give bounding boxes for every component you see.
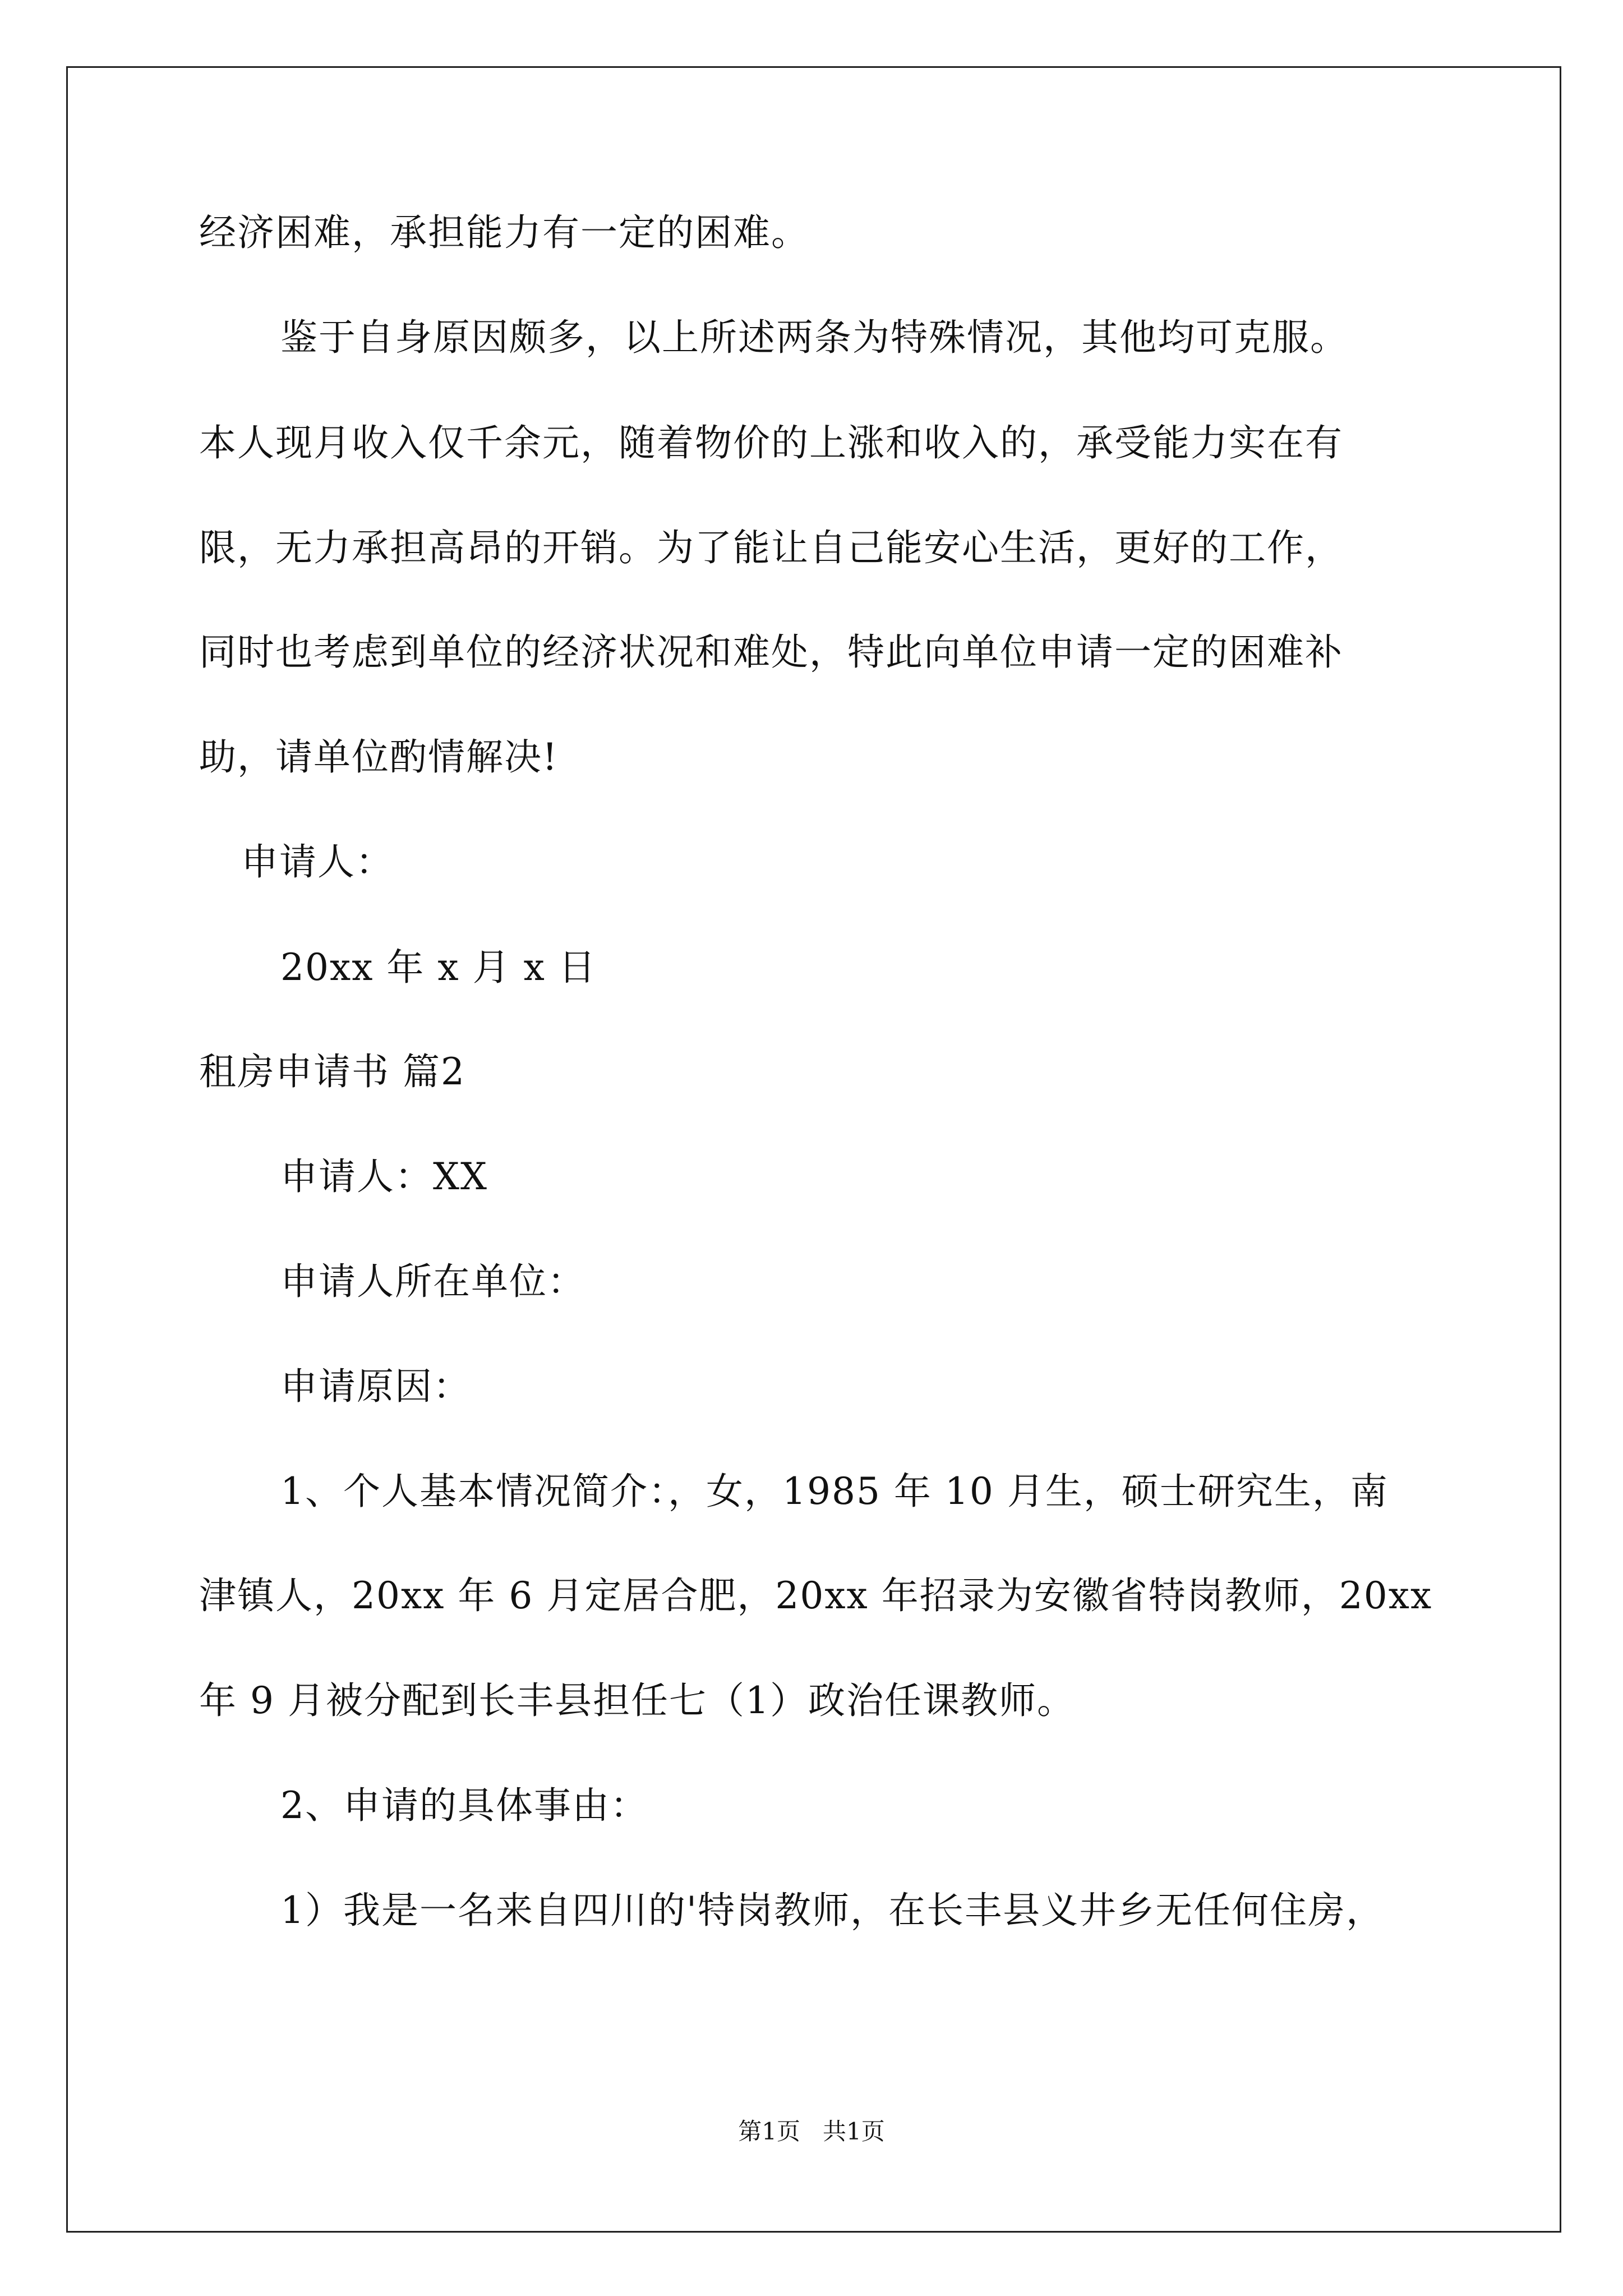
body-line-2: 鉴于自身原因颇多，以上所述两条为特殊情况，其他均可克服。 [280,316,1348,359]
body-line-16: 2、申请的具体事由： [280,1784,648,1827]
applicant-unit-line: 申请人所在单位： [280,1260,585,1303]
body-line-5: 同时也考虑到单位的经济状况和难处，特此向单位申请一定的困难补 [199,631,1343,674]
body-line-6: 助，请单位酌情解决! [199,735,559,779]
body-line-17: 1）我是一名来自四川的'特岗教师，在长丰县义井乡无任何住房， [280,1889,1385,1932]
section-heading: 租房申请书 篇2 [199,1050,465,1093]
applicant-name-line: 申请人：XX [280,1155,488,1198]
page-footer: 第1页 共1页 [738,2118,885,2145]
date-line: 20xx 年 x 月 x 日 [280,946,597,989]
body-line-4: 限，无力承担高昂的开销。为了能让自己能安心生活，更好的工作， [199,526,1343,569]
body-line-1: 经济困难，承担能力有一定的困难。 [199,211,809,254]
body-line-3: 本人现月收入仅千余元，随着物价的上涨和收入的，承受能力实在有 [199,421,1343,464]
body-line-14: 津镇人，20xx 年 6 月定居合肥，20xx 年招录为安徽省特岗教师，20xx [199,1574,1433,1617]
body-line-13: 1、个人基本情况简介：，女，1985 年 10 月生，硕士研究生，南 [280,1470,1389,1513]
reason-heading: 申请原因： [280,1365,471,1408]
applicant-signature-label: 申请人： [241,840,394,884]
body-line-15: 年 9 月被分配到长丰县担任七（1）政治任课教师。 [199,1679,1075,1722]
